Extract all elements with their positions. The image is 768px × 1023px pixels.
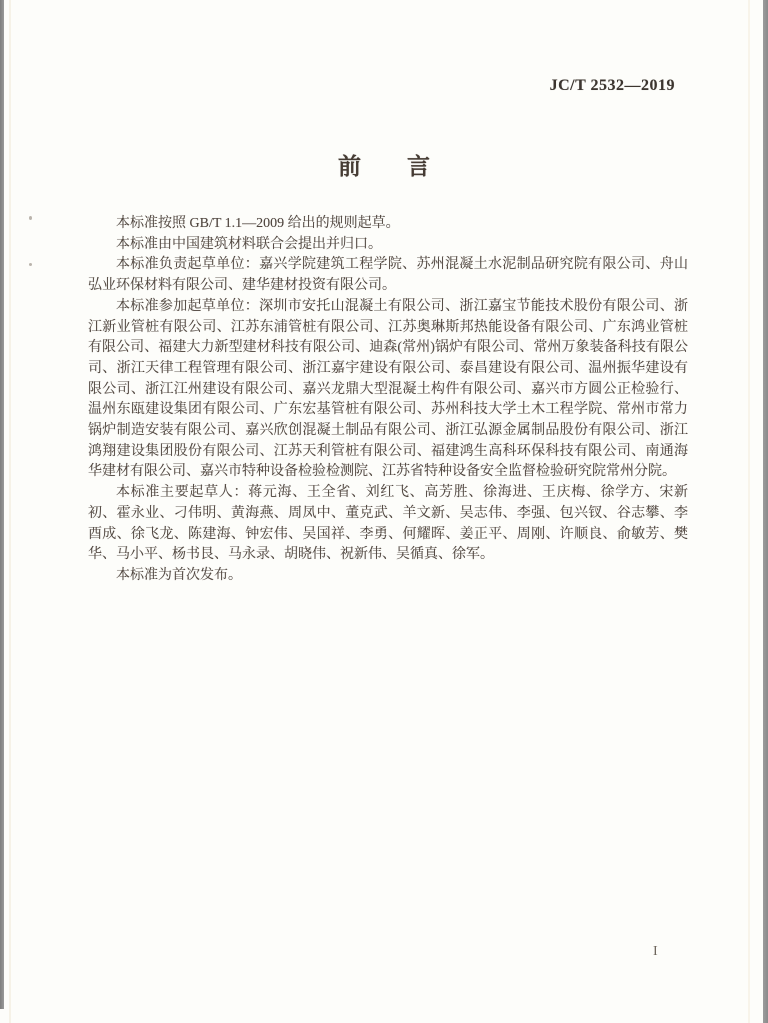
paragraph-drafting-rules: 本标准按照 GB/T 1.1—2009 给出的规则起草。 xyxy=(116,216,400,231)
paragraph-main-drafters: 本标准主要起草人：蒋元海、王全省、刘红飞、高芳胜、徐海进、王庆梅、徐学方、宋新初、霍永业、刁伟明、黄海燕、周凤中、董克武、羊文新、吴志伟、李强、包兴钗、谷志攀、李酉成、徐飞龙、陈建海、钟宏伟、吴国祥、李勇、何耀晖、姜正平、周刚、许顺良、俞敏芳、樊华、马小平、杨书艮、马永录、胡晓伟、祝新伟、吴循真、徐军。 xyxy=(88,485,688,563)
paragraph-participating-units: 本标准参加起草单位：深圳市安托山混凝土有限公司、浙江嘉宝节能技术股份有限公司、浙江新业管桩有限公司、江苏东浦管桩有限公司、江苏奥琳斯邦热能设备有限公司、广东鸿业管桩有限公司、福建大力新型建材科技有限公司、迪森(常州)锅炉有限公司、常州万象装备科技有限公司、浙江天律工程管理有限公司、浙江嘉宇建设有限公司、泰昌建设有限公司、温州振华建设有限公司、浙江江州建设有限公司、嘉兴龙鼎大型混凝土构件有限公司、嘉兴市方圆公正检验行、温州东瓯建设集团有限公司、广东宏基管桩有限公司、苏州科技大学土木工程学院、常州市常力锅炉制造安装有限公司、嘉兴欣创混凝土制品有限公司、浙江弘源金属制品股份有限公司、浙江鸿翔建设集团股份有限公司、江苏天利管桩有限公司、福建鸿生高科环保科技有限公司、南通海华建材有限公司、嘉兴市特种设备检验检测院、江苏省特种设备安全监督检验研究院常州分院。 xyxy=(88,298,688,480)
document-body xyxy=(88,214,688,587)
paragraph-proposed-by: 本标准由中国建筑材料联合会提出并归口。 xyxy=(116,236,382,252)
paragraph-responsible-units: 本标准负责起草单位：嘉兴学院建筑工程学院、苏州混凝土水泥制品研究院有限公司、舟山弘业环保材料有限公司、建华建材投资有限公司。 xyxy=(88,257,688,294)
scan-speck xyxy=(29,216,32,220)
scan-speck xyxy=(29,263,32,266)
page-title: 前 言 xyxy=(338,153,430,179)
paragraph-first-publication: 本标准为首次发布。 xyxy=(116,567,242,583)
page-number: I xyxy=(653,944,658,959)
standard-number: JC/T 2532—2019 xyxy=(549,77,675,94)
